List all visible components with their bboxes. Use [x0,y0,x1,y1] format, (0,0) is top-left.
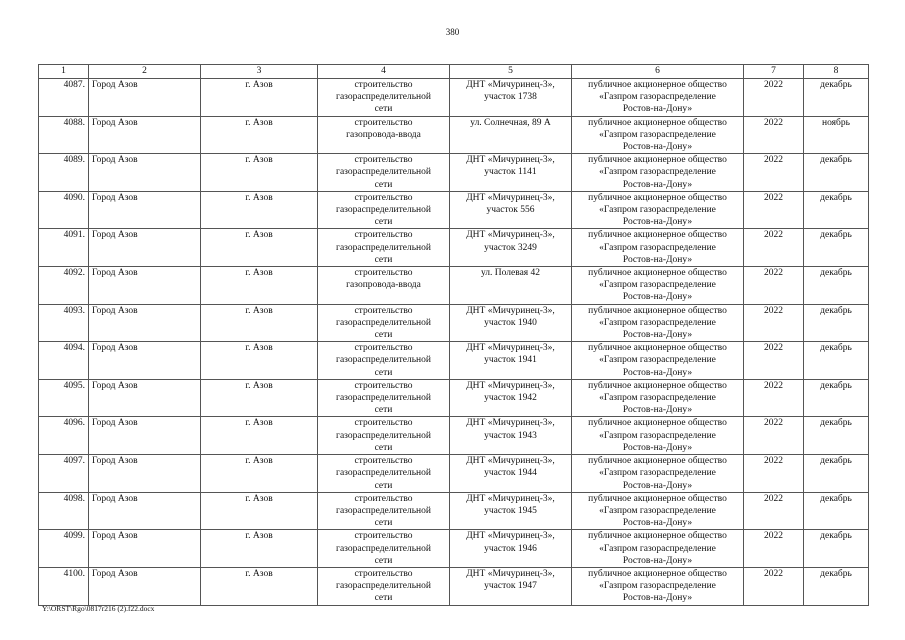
locality-cell: г. Азов [201,530,318,568]
organization-cell [572,154,744,192]
month-cell: декабрь [804,304,869,342]
organization-cell-line: «Газпром газораспределение [599,92,716,103]
address-cell-line: участок 556 [486,205,535,216]
municipality-cell: Город Азов [89,79,201,117]
work-type-cell-line: сети [374,179,393,190]
table-row [39,455,869,493]
organization-cell-line: «Газпром газораспределение [599,129,716,140]
address-cell-line: ДНТ «Мичуринец-3», [466,418,555,429]
column-header: 6 [572,65,744,79]
table-row [39,79,869,117]
work-type-cell-line: строительство [354,380,413,391]
organization-cell-line: публичное акционерное общество [588,80,727,90]
row-number: 4089. [39,154,89,192]
organization-cell-line: «Газпром газораспределение [599,317,716,328]
organization-cell-line: «Газпром газораспределение [599,505,716,516]
address-cell-line: участок 1942 [484,393,537,404]
address-cell-line: ДНТ «Мичуринец-3», [466,493,555,504]
municipality-cell: Город Азов [89,116,201,154]
organization-cell-line: Ростов-на-Дону» [622,179,693,190]
footer-file-path: Y:\ORST\Rgo\0817r216 (2).f22.docx [42,604,155,613]
table-row [39,154,869,192]
work-type-cell [318,342,450,380]
year-cell: 2022 [744,304,804,342]
work-type-cell [318,455,450,493]
organization-cell-line: «Газпром газораспределение [599,468,716,479]
work-type-cell-line: газораспределительной [336,393,431,404]
organization-cell [572,304,744,342]
organization-cell-line: публичное акционерное общество [588,568,727,579]
address-cell [450,229,572,267]
year-cell: 2022 [744,455,804,493]
column-header: 1 [39,65,89,79]
row-number: 4087. [39,79,89,117]
organization-cell-line: Ростов-на-Дону» [622,593,693,604]
work-type-cell-line: газораспределительной [336,92,431,103]
address-cell [450,304,572,342]
organization-cell [572,191,744,229]
work-type-cell [318,530,450,568]
organization-cell [572,342,744,380]
locality-cell: г. Азов [201,379,318,417]
work-type-cell-line: строительство [354,80,413,90]
year-cell: 2022 [744,379,804,417]
address-cell-line: ДНТ «Мичуринец-3», [466,192,555,203]
organization-cell-line: публичное акционерное общество [588,155,727,166]
work-type-cell-line: строительство [354,268,413,279]
work-type-cell-line: сети [374,330,393,341]
year-cell: 2022 [744,191,804,229]
organization-cell [572,492,744,530]
row-number: 4097. [39,455,89,493]
work-type-cell-line: газораспределительной [336,581,431,592]
work-type-cell-line: строительство [354,531,413,542]
year-cell: 2022 [744,492,804,530]
table-row [39,379,869,417]
month-cell: ноябрь [804,116,869,154]
table-body [39,79,869,606]
address-cell [450,267,572,305]
month-cell: декабрь [804,191,869,229]
row-number: 4094. [39,342,89,380]
organization-cell [572,79,744,117]
organization-cell [572,267,744,305]
row-number: 4093. [39,304,89,342]
column-header: 7 [744,65,804,79]
municipality-cell: Город Азов [89,530,201,568]
row-number: 4100. [39,567,89,605]
organization-cell-line: публичное акционерное общество [588,456,727,467]
table-row [39,191,869,229]
year-cell: 2022 [744,229,804,267]
locality-cell: г. Азов [201,417,318,455]
work-type-cell-line: строительство [354,305,413,316]
table-row [39,229,869,267]
organization-cell [572,379,744,417]
column-header: 3 [201,65,318,79]
organization-cell-line: Ростов-на-Дону» [622,330,693,341]
address-cell-line: участок 1141 [484,167,537,178]
work-type-cell [318,304,450,342]
month-cell: декабрь [804,267,869,305]
address-cell [450,379,572,417]
year-cell: 2022 [744,417,804,455]
year-cell: 2022 [744,530,804,568]
organization-cell-line: «Газпром газораспределение [599,167,716,178]
address-cell-line: участок 1940 [484,317,537,328]
municipality-cell: Город Азов [89,492,201,530]
organization-cell-line: «Газпром газораспределение [599,393,716,404]
locality-cell: г. Азов [201,154,318,192]
month-cell: декабрь [804,342,869,380]
work-type-cell-line: строительство [354,155,413,166]
address-cell-line: ДНТ «Мичуринец-3», [466,343,555,354]
locality-cell: г. Азов [201,567,318,605]
address-cell-line: ул. Полевая 42 [480,268,541,279]
work-type-cell-line: сети [374,555,393,566]
organization-cell-line: публичное акционерное общество [588,268,727,279]
work-type-cell [318,492,450,530]
work-type-cell-line: сети [374,405,393,416]
locality-cell: г. Азов [201,267,318,305]
work-type-cell-line: сети [374,518,393,529]
year-cell: 2022 [744,116,804,154]
address-cell-line: ДНТ «Мичуринец-3», [466,155,555,166]
page-number: 380 [445,27,460,37]
organization-cell-line: «Газпром газораспределение [599,355,716,366]
address-cell-line: участок 1941 [484,355,537,366]
work-type-cell-line: газопровода-ввода [346,129,421,140]
work-type-cell-line: газораспределительной [336,167,431,178]
organization-cell-line: публичное акционерное общество [588,531,727,542]
organization-cell-line: публичное акционерное общество [588,192,727,203]
work-type-cell [318,79,450,117]
address-cell [450,455,572,493]
work-type-cell-line: сети [374,254,393,265]
address-cell [450,79,572,117]
address-cell [450,567,572,605]
work-type-cell-line: строительство [354,568,413,579]
organization-cell-line: Ростов-на-Дону» [622,217,693,228]
work-type-cell-line: газопровода-ввода [346,280,421,291]
locality-cell: г. Азов [201,191,318,229]
work-type-cell-line: строительство [354,117,413,128]
municipality-cell: Город Азов [89,267,201,305]
table-row [39,342,869,380]
organization-cell-line: Ростов-на-Дону» [622,555,693,566]
month-cell: декабрь [804,417,869,455]
work-type-cell-line: строительство [354,493,413,504]
locality-cell: г. Азов [201,342,318,380]
year-cell: 2022 [744,154,804,192]
year-cell: 2022 [744,79,804,117]
table-row [39,417,869,455]
municipality-cell: Город Азов [89,304,201,342]
work-type-cell [318,417,450,455]
organization-cell [572,229,744,267]
organization-cell-line: публичное акционерное общество [588,305,727,316]
address-cell-line: ДНТ «Мичуринец-3», [466,305,555,316]
organization-cell-line: Ростов-на-Дону» [622,367,693,378]
work-type-cell-line: строительство [354,192,413,203]
work-type-cell-line: газораспределительной [336,205,431,216]
address-cell [450,154,572,192]
column-header: 4 [318,65,450,79]
address-cell [450,492,572,530]
organization-cell-line: Ростов-на-Дону» [622,518,693,529]
address-cell [450,191,572,229]
row-number: 4096. [39,417,89,455]
table-header-row [39,65,869,79]
row-number: 4095. [39,379,89,417]
address-cell [450,116,572,154]
locality-cell: г. Азов [201,116,318,154]
month-cell: декабрь [804,379,869,417]
month-cell: декабрь [804,154,869,192]
document-table [38,64,869,606]
row-number: 4090. [39,191,89,229]
work-type-cell-line: сети [374,367,393,378]
work-type-cell [318,229,450,267]
organization-cell-line: публичное акционерное общество [588,493,727,504]
address-cell-line: участок 1947 [484,581,537,592]
table-row [39,116,869,154]
work-type-cell [318,267,450,305]
address-cell-line: ДНТ «Мичуринец-3», [466,531,555,542]
locality-cell: г. Азов [201,455,318,493]
organization-cell-line: публичное акционерное общество [588,230,727,241]
table-row [39,530,869,568]
month-cell: декабрь [804,567,869,605]
address-cell-line: ДНТ «Мичуринец-3», [466,80,555,90]
organization-cell-line: Ростов-на-Дону» [622,254,693,265]
address-cell-line: ул. Солнечная, 89 А [470,117,551,128]
work-type-cell-line: газораспределительной [336,355,431,366]
month-cell: декабрь [804,530,869,568]
column-header: 8 [804,65,869,79]
work-type-cell [318,567,450,605]
address-cell [450,417,572,455]
organization-cell-line: «Газпром газораспределение [599,581,716,592]
work-type-cell-line: сети [374,104,393,115]
organization-cell [572,530,744,568]
work-type-cell-line: сети [374,480,393,491]
organization-cell-line: Ростов-на-Дону» [622,142,693,153]
address-cell-line: ДНТ «Мичуринец-3», [466,380,555,391]
table-row [39,267,869,305]
year-cell: 2022 [744,267,804,305]
organization-cell [572,455,744,493]
work-type-cell-line: сети [374,442,393,453]
work-type-cell-line: газораспределительной [336,430,431,441]
work-type-cell-line: газораспределительной [336,242,431,253]
municipality-cell: Город Азов [89,417,201,455]
organization-cell-line: «Газпром газораспределение [599,430,716,441]
organization-cell-line: публичное акционерное общество [588,418,727,429]
work-type-cell-line: газораспределительной [336,505,431,516]
organization-cell-line: Ростов-на-Дону» [622,292,693,303]
table-row [39,567,869,605]
organization-cell-line: публичное акционерное общество [588,343,727,354]
work-type-cell-line: строительство [354,230,413,241]
organization-cell-line: Ростов-на-Дону» [622,405,693,416]
organization-cell-line: «Газпром газораспределение [599,280,716,291]
locality-cell: г. Азов [201,304,318,342]
address-cell-line: участок 1946 [484,543,537,554]
row-number: 4088. [39,116,89,154]
organization-cell-line: «Газпром газораспределение [599,543,716,554]
organization-cell-line: публичное акционерное общество [588,117,727,128]
month-cell: декабрь [804,492,869,530]
column-header: 2 [89,65,201,79]
row-number: 4098. [39,492,89,530]
work-type-cell [318,154,450,192]
municipality-cell: Город Азов [89,379,201,417]
locality-cell: г. Азов [201,492,318,530]
address-cell-line: участок 3249 [484,242,537,253]
municipality-cell: Город Азов [89,567,201,605]
row-number: 4091. [39,229,89,267]
work-type-cell [318,116,450,154]
address-cell-line: ДНТ «Мичуринец-3», [466,568,555,579]
locality-cell: г. Азов [201,229,318,267]
work-type-cell-line: строительство [354,343,413,354]
municipality-cell: Город Азов [89,342,201,380]
municipality-cell: Город Азов [89,154,201,192]
address-cell [450,342,572,380]
work-type-cell-line: газораспределительной [336,468,431,479]
organization-cell-line: «Газпром газораспределение [599,205,716,216]
municipality-cell: Город Азов [89,229,201,267]
address-cell [450,530,572,568]
address-cell-line: ДНТ «Мичуринец-3», [466,456,555,467]
address-cell-line: участок 1943 [484,430,537,441]
work-type-cell-line: сети [374,593,393,604]
organization-cell-line: публичное акционерное общество [588,380,727,391]
month-cell: декабрь [804,79,869,117]
organization-cell-line: Ростов-на-Дону» [622,104,693,115]
organization-cell [572,116,744,154]
work-type-cell [318,191,450,229]
work-type-cell-line: строительство [354,418,413,429]
row-number: 4099. [39,530,89,568]
year-cell: 2022 [744,342,804,380]
column-header: 5 [450,65,572,79]
table-row [39,492,869,530]
work-type-cell-line: строительство [354,456,413,467]
work-type-cell-line: сети [374,217,393,228]
organization-cell-line: «Газпром газораспределение [599,242,716,253]
organization-cell-line: Ростов-на-Дону» [622,480,693,491]
municipality-cell: Город Азов [89,191,201,229]
organization-cell [572,567,744,605]
year-cell: 2022 [744,567,804,605]
table-row [39,304,869,342]
work-type-cell-line: газораспределительной [336,543,431,554]
month-cell: декабрь [804,455,869,493]
work-type-cell-line: газораспределительной [336,317,431,328]
organization-cell-line: Ростов-на-Дону» [622,442,693,453]
row-number: 4092. [39,267,89,305]
address-cell-line: участок 1944 [484,468,537,479]
month-cell: декабрь [804,229,869,267]
address-cell-line: ДНТ «Мичуринец-3», [466,230,555,241]
address-cell-line: участок 1738 [484,92,537,103]
address-cell-line: участок 1945 [484,505,537,516]
locality-cell: г. Азов [201,79,318,117]
work-type-cell [318,379,450,417]
organization-cell [572,417,744,455]
municipality-cell: Город Азов [89,455,201,493]
